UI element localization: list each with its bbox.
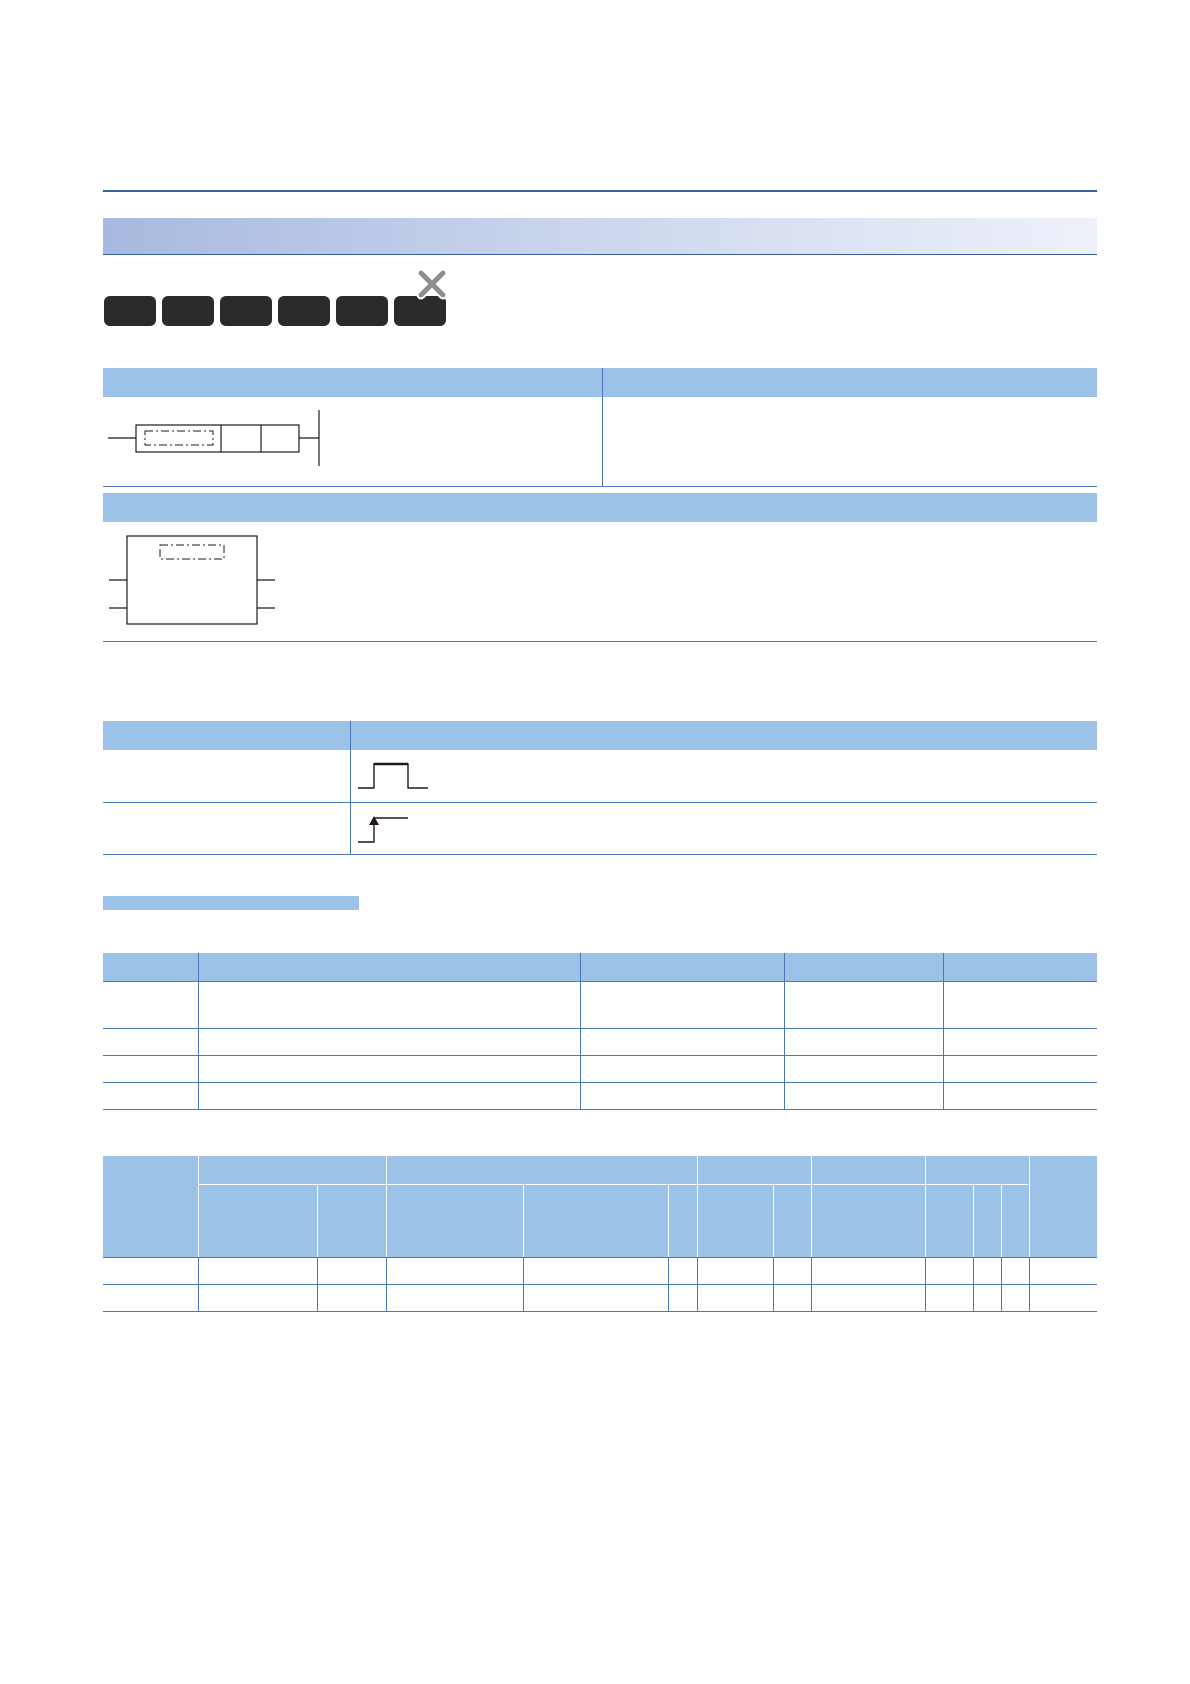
device-hdr-col-6	[1029, 1156, 1030, 1257]
operand-row-line-2	[103, 1055, 1097, 1056]
fbd-table-header	[103, 493, 1097, 522]
ladder-st-bottom-line	[103, 486, 1097, 487]
fbd-block-icon	[103, 532, 283, 632]
device-header-split	[198, 1184, 1028, 1185]
device-table-header	[103, 1156, 1097, 1257]
device-col-4	[523, 1257, 524, 1311]
device-col-1	[198, 1257, 199, 1311]
device-hdr-sub-6	[1001, 1185, 1002, 1257]
device-col-9	[925, 1257, 926, 1311]
device-row-line	[103, 1284, 1097, 1285]
operand-bottom-line	[103, 1109, 1097, 1110]
device-hdr-sub-5	[973, 1185, 974, 1257]
operand-row-line-1	[103, 1028, 1097, 1029]
subheading-bar	[103, 896, 359, 910]
model-badge-6	[394, 296, 446, 326]
operand-col-line-4	[943, 953, 944, 1109]
model-badge-1	[104, 296, 156, 326]
execution-table-header	[103, 721, 1097, 750]
model-badge-2	[162, 296, 214, 326]
section-title-band	[103, 218, 1097, 254]
operand-table-header	[103, 953, 1097, 981]
device-col-2	[317, 1257, 318, 1311]
device-col-11	[1001, 1257, 1002, 1311]
operand-col-line-3	[784, 953, 785, 1109]
device-col-3	[386, 1257, 387, 1311]
device-hdr-col-1	[198, 1156, 199, 1257]
ladder-st-divider	[602, 368, 603, 486]
device-hdr-col-3	[697, 1156, 698, 1257]
device-col-7	[773, 1257, 774, 1311]
fbd-bottom-line	[103, 641, 1097, 642]
device-col-8	[811, 1257, 812, 1311]
device-hdr-col-4	[811, 1156, 812, 1257]
device-hdr-sub-1	[317, 1185, 318, 1257]
device-col-6	[697, 1257, 698, 1311]
device-col-12	[1029, 1257, 1030, 1311]
ladder-diagram-icon	[103, 408, 333, 468]
model-badge-5	[336, 296, 388, 326]
device-col-10	[973, 1257, 974, 1311]
model-badge-4	[278, 296, 330, 326]
operand-row-line-3	[103, 1082, 1097, 1083]
ladder-st-table-header	[103, 368, 1097, 397]
device-hdr-sub-4	[773, 1185, 774, 1257]
rising-edge-icon	[356, 812, 416, 846]
not-supported-x-icon	[416, 268, 448, 300]
device-hdr-col-5	[925, 1156, 926, 1257]
device-hdr-col-2	[386, 1156, 387, 1257]
page-top-rule	[103, 190, 1097, 192]
device-header-line	[103, 1257, 1097, 1258]
execution-row-line	[103, 802, 1097, 803]
operand-header-line	[103, 981, 1097, 982]
pulse-waveform-icon	[356, 760, 436, 792]
operand-col-line-2	[580, 953, 581, 1109]
execution-bottom-line	[103, 854, 1097, 855]
operand-col-line-1	[198, 953, 199, 1109]
device-hdr-sub-3	[668, 1185, 669, 1257]
section-title-underline	[103, 254, 1097, 255]
execution-table-divider	[350, 721, 351, 855]
device-bottom-line	[103, 1311, 1097, 1312]
device-hdr-sub-2	[523, 1185, 524, 1257]
device-col-5	[668, 1257, 669, 1311]
model-badge-3	[220, 296, 272, 326]
